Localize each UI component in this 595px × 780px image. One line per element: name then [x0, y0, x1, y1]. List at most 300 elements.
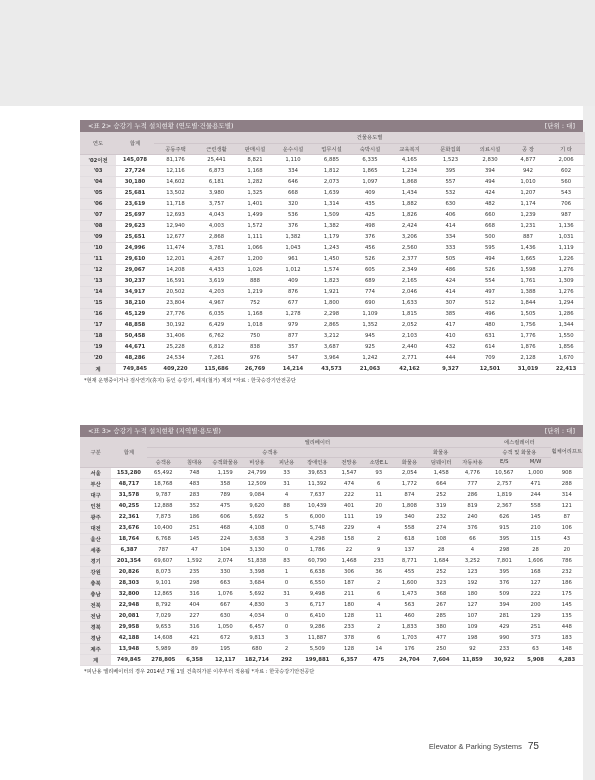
table-cell: 414	[430, 220, 471, 231]
table-cell: 28,303	[111, 577, 146, 588]
table-cell: 89	[180, 643, 209, 654]
table-cell: 774	[351, 286, 389, 297]
table-cell: 395	[488, 533, 520, 544]
table-cell: 25,697	[116, 209, 154, 220]
row-label: '04	[80, 176, 116, 187]
table-row	[80, 363, 585, 374]
row-label: '14	[80, 286, 116, 297]
table-cell: 1,243	[312, 242, 351, 253]
table-cell: 429	[488, 621, 520, 632]
table-cell: 6,357	[334, 654, 364, 665]
table-cell: 2,074	[209, 555, 241, 566]
table-cell: 606	[209, 511, 241, 522]
table1-panel	[80, 120, 583, 386]
table-cell: 25,228	[154, 341, 197, 352]
table-cell: 307	[430, 297, 471, 308]
table-cell: 2,440	[389, 341, 430, 352]
row-label: '13	[80, 275, 116, 286]
table-cell: 425	[351, 209, 389, 220]
table-cell: 961	[274, 253, 312, 264]
table-cell: 2,103	[389, 330, 430, 341]
table-cell: 1,572	[236, 220, 274, 231]
table-cell: 2,046	[389, 286, 430, 297]
table-cell: 18,764	[111, 533, 146, 544]
table2-col-header: 승객화물용	[209, 457, 241, 467]
table-cell: 376	[457, 522, 488, 533]
table-cell: 663	[209, 577, 241, 588]
table-cell: 2,298	[312, 308, 351, 319]
table-cell: 1,823	[312, 275, 351, 286]
table-cell: 401	[334, 500, 364, 511]
table-cell: 29,067	[116, 264, 154, 275]
table-cell: 409,220	[154, 363, 197, 374]
table-cell: 24,996	[116, 242, 154, 253]
table-cell: 145	[520, 511, 550, 522]
table-cell: 26,769	[236, 363, 274, 374]
table2-col-header: M/W	[520, 457, 550, 467]
table-cell: 2,054	[393, 467, 425, 478]
table2-col-header: 승객용	[147, 457, 180, 467]
table-cell: 65,492	[147, 467, 180, 478]
table-cell: 6,638	[301, 566, 334, 577]
table-cell: 4,776	[457, 467, 488, 478]
table-cell: 1,808	[393, 500, 425, 511]
table-cell: 4	[364, 599, 393, 610]
table-cell: 5,989	[147, 643, 180, 654]
table-cell: 227	[180, 610, 209, 621]
table-cell: 787	[147, 544, 180, 555]
table-cell: 27,724	[116, 165, 154, 176]
table-cell: 990	[488, 632, 520, 643]
table1-col-header: 숙박시설	[351, 143, 389, 154]
table-cell: 186	[551, 577, 583, 588]
table-cell: 233	[334, 621, 364, 632]
table-cell: 6,358	[180, 654, 209, 665]
table-cell: 9,813	[241, 632, 272, 643]
row-label: 충북	[80, 577, 111, 588]
table-cell: 32,800	[111, 588, 146, 599]
table2-col-header: 소방E.L	[364, 457, 393, 467]
table-cell: 0	[273, 577, 301, 588]
table-cell: 333	[430, 242, 471, 253]
table-cell: 5,908	[520, 654, 550, 665]
table-cell: 1,703	[393, 632, 425, 643]
row-label: 전북	[80, 599, 111, 610]
table-cell: 11,718	[154, 198, 197, 209]
table-cell: 8,771	[393, 555, 425, 566]
table-cell: 976	[236, 352, 274, 363]
table-cell: 267	[426, 599, 457, 610]
table-row	[80, 588, 583, 599]
table-cell: 38,210	[116, 297, 154, 308]
table-row	[80, 165, 585, 176]
table-cell: 1,010	[509, 176, 547, 187]
table-cell: 6,885	[312, 154, 351, 165]
table-cell: 43	[551, 533, 583, 544]
table1-col-header: 교육복지	[389, 143, 430, 154]
table1-title: <표 2> 승강기 누적 설치현황 (연도별·건물용도별)	[88, 122, 234, 130]
table-cell: 22	[334, 544, 364, 555]
table-cell: 83	[273, 555, 301, 566]
table-cell: 660	[471, 209, 509, 220]
table-cell: 512	[471, 297, 509, 308]
table-cell: 4,003	[197, 220, 236, 231]
table-cell: 224	[209, 533, 241, 544]
table-cell: 14,602	[154, 176, 197, 187]
table-cell: 2,073	[312, 176, 351, 187]
table-cell: 44,671	[116, 341, 154, 352]
table-cell: 1,159	[209, 467, 241, 478]
table-cell: 1,468	[334, 555, 364, 566]
table-cell: 2,424	[389, 220, 430, 231]
table-cell: 626	[488, 511, 520, 522]
table-cell: 1,276	[547, 264, 585, 275]
table-cell: 876	[274, 286, 312, 297]
table-cell: 127	[520, 577, 550, 588]
table-cell: 16,591	[154, 275, 197, 286]
table1-col-header: 기 타	[547, 143, 585, 154]
table-cell: 145,078	[116, 154, 154, 165]
table-cell: 180	[334, 599, 364, 610]
table-cell: 474	[334, 478, 364, 489]
table-cell: 29,958	[111, 621, 146, 632]
table-cell: 137	[393, 544, 425, 555]
table-cell: 9,653	[147, 621, 180, 632]
table-cell: 1,066	[236, 242, 274, 253]
table-cell: 10,567	[488, 467, 520, 478]
table-cell: 106	[551, 522, 583, 533]
table-cell: 18,768	[147, 478, 180, 489]
table-cell: 1,499	[236, 209, 274, 220]
table-cell: 9,498	[301, 588, 334, 599]
row-label: '02이전	[80, 154, 116, 165]
table-cell: 104	[209, 544, 241, 555]
table-cell: 0	[273, 610, 301, 621]
table-cell: 819	[457, 500, 488, 511]
page-number: 75	[527, 741, 539, 752]
table-cell: 789	[209, 489, 241, 500]
table-cell: 7,801	[488, 555, 520, 566]
table-cell: 2,830	[471, 154, 509, 165]
table-cell: 394	[471, 165, 509, 176]
table-cell: 4,034	[241, 610, 272, 621]
table-cell: 115,686	[197, 363, 236, 374]
table-cell: 505	[430, 253, 471, 264]
table-cell: 4,967	[197, 297, 236, 308]
table-row	[80, 308, 585, 319]
table-cell: 24,534	[154, 352, 197, 363]
table-cell: 5,692	[241, 511, 272, 522]
table-cell: 1,200	[236, 253, 274, 264]
table-cell: 554	[471, 275, 509, 286]
row-label: '18	[80, 330, 116, 341]
table-cell: 486	[430, 264, 471, 275]
table-cell: 129	[520, 610, 550, 621]
table-cell: 1,574	[312, 264, 351, 275]
table-cell: 13,502	[154, 187, 197, 198]
table-cell: 498	[351, 220, 389, 231]
table1-col-header: 의료시설	[471, 143, 509, 154]
table-cell: 93	[364, 467, 393, 478]
table-cell: 945	[351, 330, 389, 341]
table-cell: 12,116	[154, 165, 197, 176]
table-cell: 1,239	[509, 209, 547, 220]
table-cell: 233	[364, 555, 393, 566]
table-cell: 6,429	[197, 319, 236, 330]
table-cell: 1,226	[547, 253, 585, 264]
table-cell: 48,717	[111, 478, 146, 489]
table-cell: 417	[430, 319, 471, 330]
table-cell: 1,076	[209, 588, 241, 599]
row-label: '16	[80, 308, 116, 319]
table1-col-header: 공동주택	[154, 143, 197, 154]
table-cell: 368	[426, 588, 457, 599]
table-cell: 12,501	[471, 363, 509, 374]
table-cell: 1,434	[389, 187, 430, 198]
table-cell: 252	[426, 566, 457, 577]
table-cell: 672	[209, 632, 241, 643]
table2-unit: [단위 : 대]	[544, 427, 575, 435]
table-cell: 153,280	[111, 467, 146, 478]
table-cell: 12,693	[154, 209, 197, 220]
table-cell: 2	[364, 621, 393, 632]
table-cell: 11	[364, 489, 393, 500]
table-cell: 0	[273, 621, 301, 632]
table-cell: 2	[273, 643, 301, 654]
table-cell: 12,509	[241, 478, 272, 489]
table-cell: 201,354	[111, 555, 146, 566]
table-row	[80, 599, 583, 610]
table-cell: 2,367	[488, 500, 520, 511]
table-cell: 22,948	[111, 599, 146, 610]
table-cell: 1,242	[351, 352, 389, 363]
table-cell: 316	[180, 588, 209, 599]
table-cell: 5,692	[241, 588, 272, 599]
table-row	[80, 154, 585, 165]
table-cell: 358	[209, 478, 241, 489]
table-cell: 12,117	[209, 654, 241, 665]
row-label: 충남	[80, 588, 111, 599]
table1-titlebar	[80, 120, 583, 132]
table-cell: 31	[273, 478, 301, 489]
table-cell: 278,805	[147, 654, 180, 665]
table-cell: 3,398	[241, 566, 272, 577]
table-cell: 1,436	[509, 242, 547, 253]
table2-header-elevator: 엘리베이터	[147, 437, 489, 447]
table-cell: 20,826	[111, 566, 146, 577]
table-cell: 1,772	[393, 478, 425, 489]
table-cell: 168	[520, 566, 550, 577]
table-cell: 2	[364, 577, 393, 588]
table-cell: 1,110	[274, 154, 312, 165]
table-cell: 2,865	[312, 319, 351, 330]
table-cell: 63	[520, 643, 550, 654]
table-cell: 12,888	[147, 500, 180, 511]
table1-unit: [단위 : 대]	[544, 122, 575, 130]
table-cell: 8,821	[236, 154, 274, 165]
table-cell: 186	[180, 511, 209, 522]
table-cell: 250	[426, 643, 457, 654]
table-cell: 50,458	[116, 330, 154, 341]
table-cell: 6,550	[301, 577, 334, 588]
row-label: 인천	[80, 500, 111, 511]
table-cell: 595	[471, 242, 509, 253]
table-cell: 500	[471, 231, 509, 242]
table-cell: 4	[364, 522, 393, 533]
table-cell: 421	[180, 632, 209, 643]
table-cell: 378	[334, 632, 364, 643]
table-cell: 6	[364, 478, 393, 489]
table-cell: 1,800	[312, 297, 351, 308]
table-cell: 9	[364, 544, 393, 555]
table-cell: 30,237	[116, 275, 154, 286]
table-cell: 281	[488, 610, 520, 621]
table-cell: 752	[236, 297, 274, 308]
table-row	[80, 632, 583, 643]
table-cell: 1,819	[488, 489, 520, 500]
table2-header-esc-group: 승객 및 화물용	[488, 447, 550, 457]
table-cell: 1,309	[547, 275, 585, 286]
table-cell: 123	[457, 566, 488, 577]
table-cell: 195	[209, 643, 241, 654]
table-cell: 6,768	[147, 533, 180, 544]
row-label: 서울	[80, 467, 111, 478]
table-cell: 211	[334, 588, 364, 599]
table-cell: 406	[430, 209, 471, 220]
table-cell: 1,168	[236, 308, 274, 319]
table-row	[80, 555, 583, 566]
table-cell: 3	[273, 599, 301, 610]
table-cell: 0	[273, 544, 301, 555]
table1-note: *현재 운행중이거나 검사연기(휴지) 등인 승강기, 폐지(철거) 제외 *자료 : 한국승강기안전공단	[84, 377, 296, 384]
table-row	[80, 264, 585, 275]
table-cell: 23,804	[154, 297, 197, 308]
table-cell: 9,084	[241, 489, 272, 500]
table-cell: 199,881	[301, 654, 334, 665]
table-cell: 115	[520, 533, 550, 544]
table-cell: 1,043	[274, 242, 312, 253]
table-cell: 706	[547, 198, 585, 209]
table-cell: 1,550	[547, 330, 585, 341]
table2-panel	[80, 425, 583, 677]
table-cell: 6,762	[197, 330, 236, 341]
table-cell: 1,592	[180, 555, 209, 566]
table-cell: 424	[430, 275, 471, 286]
table-cell: 25,681	[116, 187, 154, 198]
table-cell: 2,006	[547, 154, 585, 165]
table-cell: 28	[520, 544, 550, 555]
table-cell: 5,509	[301, 643, 334, 654]
table-cell: 23,619	[116, 198, 154, 209]
table-cell: 1,761	[509, 275, 547, 286]
row-label: '05	[80, 187, 116, 198]
row-label: 경남	[80, 632, 111, 643]
row-label: '19	[80, 341, 116, 352]
table-cell: 323	[426, 577, 457, 588]
table-cell: 33	[273, 467, 301, 478]
table-cell: 3,212	[312, 330, 351, 341]
table-row	[80, 489, 583, 500]
table-cell: 6,387	[111, 544, 146, 555]
table-cell: 48,858	[116, 319, 154, 330]
table-row	[80, 275, 585, 286]
table-cell: 319	[426, 500, 457, 511]
table-cell: 677	[274, 297, 312, 308]
table-cell: 1,207	[509, 187, 547, 198]
table-cell: 42,188	[111, 632, 146, 643]
table-cell: 31,578	[111, 489, 146, 500]
table-cell: 36	[364, 566, 393, 577]
table-cell: 229	[334, 522, 364, 533]
table-cell: 558	[393, 522, 425, 533]
table-row	[80, 544, 583, 555]
table-cell: 1,352	[351, 319, 389, 330]
table-cell: 1,826	[389, 209, 430, 220]
table-cell: 11,474	[154, 242, 197, 253]
table-cell: 2,052	[389, 319, 430, 330]
table-cell: 4,283	[551, 654, 583, 665]
table-row	[80, 654, 583, 665]
table-cell: 4,433	[197, 264, 236, 275]
table-cell: 630	[430, 198, 471, 209]
table-cell: 288	[551, 478, 583, 489]
table-cell: 21,063	[351, 363, 389, 374]
table-cell: 1	[273, 566, 301, 577]
table-cell: 3,619	[197, 275, 236, 286]
row-label: '12	[80, 264, 116, 275]
row-label: '08	[80, 220, 116, 231]
table-cell: 614	[471, 341, 509, 352]
table-cell: 19	[364, 511, 393, 522]
table-cell: 877	[274, 330, 312, 341]
table2-header-passenger: 승객용	[147, 447, 394, 457]
table-cell: 175	[551, 588, 583, 599]
table-cell: 605	[351, 264, 389, 275]
table-cell: 526	[351, 253, 389, 264]
table-cell: 3,130	[241, 544, 272, 555]
table2-col-header: 화물용	[393, 457, 425, 467]
table-cell: 409	[274, 275, 312, 286]
table-cell: 6,812	[197, 341, 236, 352]
table-cell: 128	[334, 643, 364, 654]
table-cell: 1,812	[312, 165, 351, 176]
table-cell: 376	[274, 220, 312, 231]
table-cell: 942	[509, 165, 547, 176]
table-cell: 127	[457, 599, 488, 610]
table-cell: 3,757	[197, 198, 236, 209]
table-cell: 135	[551, 610, 583, 621]
table-row	[80, 176, 585, 187]
table2-header-freight: 화물용	[393, 447, 488, 457]
table-row	[80, 341, 585, 352]
table-cell: 11,392	[301, 478, 334, 489]
table-cell: 1,325	[236, 187, 274, 198]
table-row	[80, 566, 583, 577]
table-cell: 1,382	[312, 220, 351, 231]
table-cell: 480	[471, 319, 509, 330]
table2-col-header: 피난용	[273, 457, 301, 467]
table2-col-header: 덤웨이터	[426, 457, 457, 467]
table-cell: 2,560	[389, 242, 430, 253]
table-row	[80, 621, 583, 632]
table-cell: 395	[430, 165, 471, 176]
table-row	[80, 198, 585, 209]
table-cell: 908	[551, 467, 583, 478]
table-cell: 8,792	[147, 599, 180, 610]
table1-col-header: 공 장	[509, 143, 547, 154]
row-label: '06	[80, 198, 116, 209]
table-cell: 1,219	[236, 286, 274, 297]
